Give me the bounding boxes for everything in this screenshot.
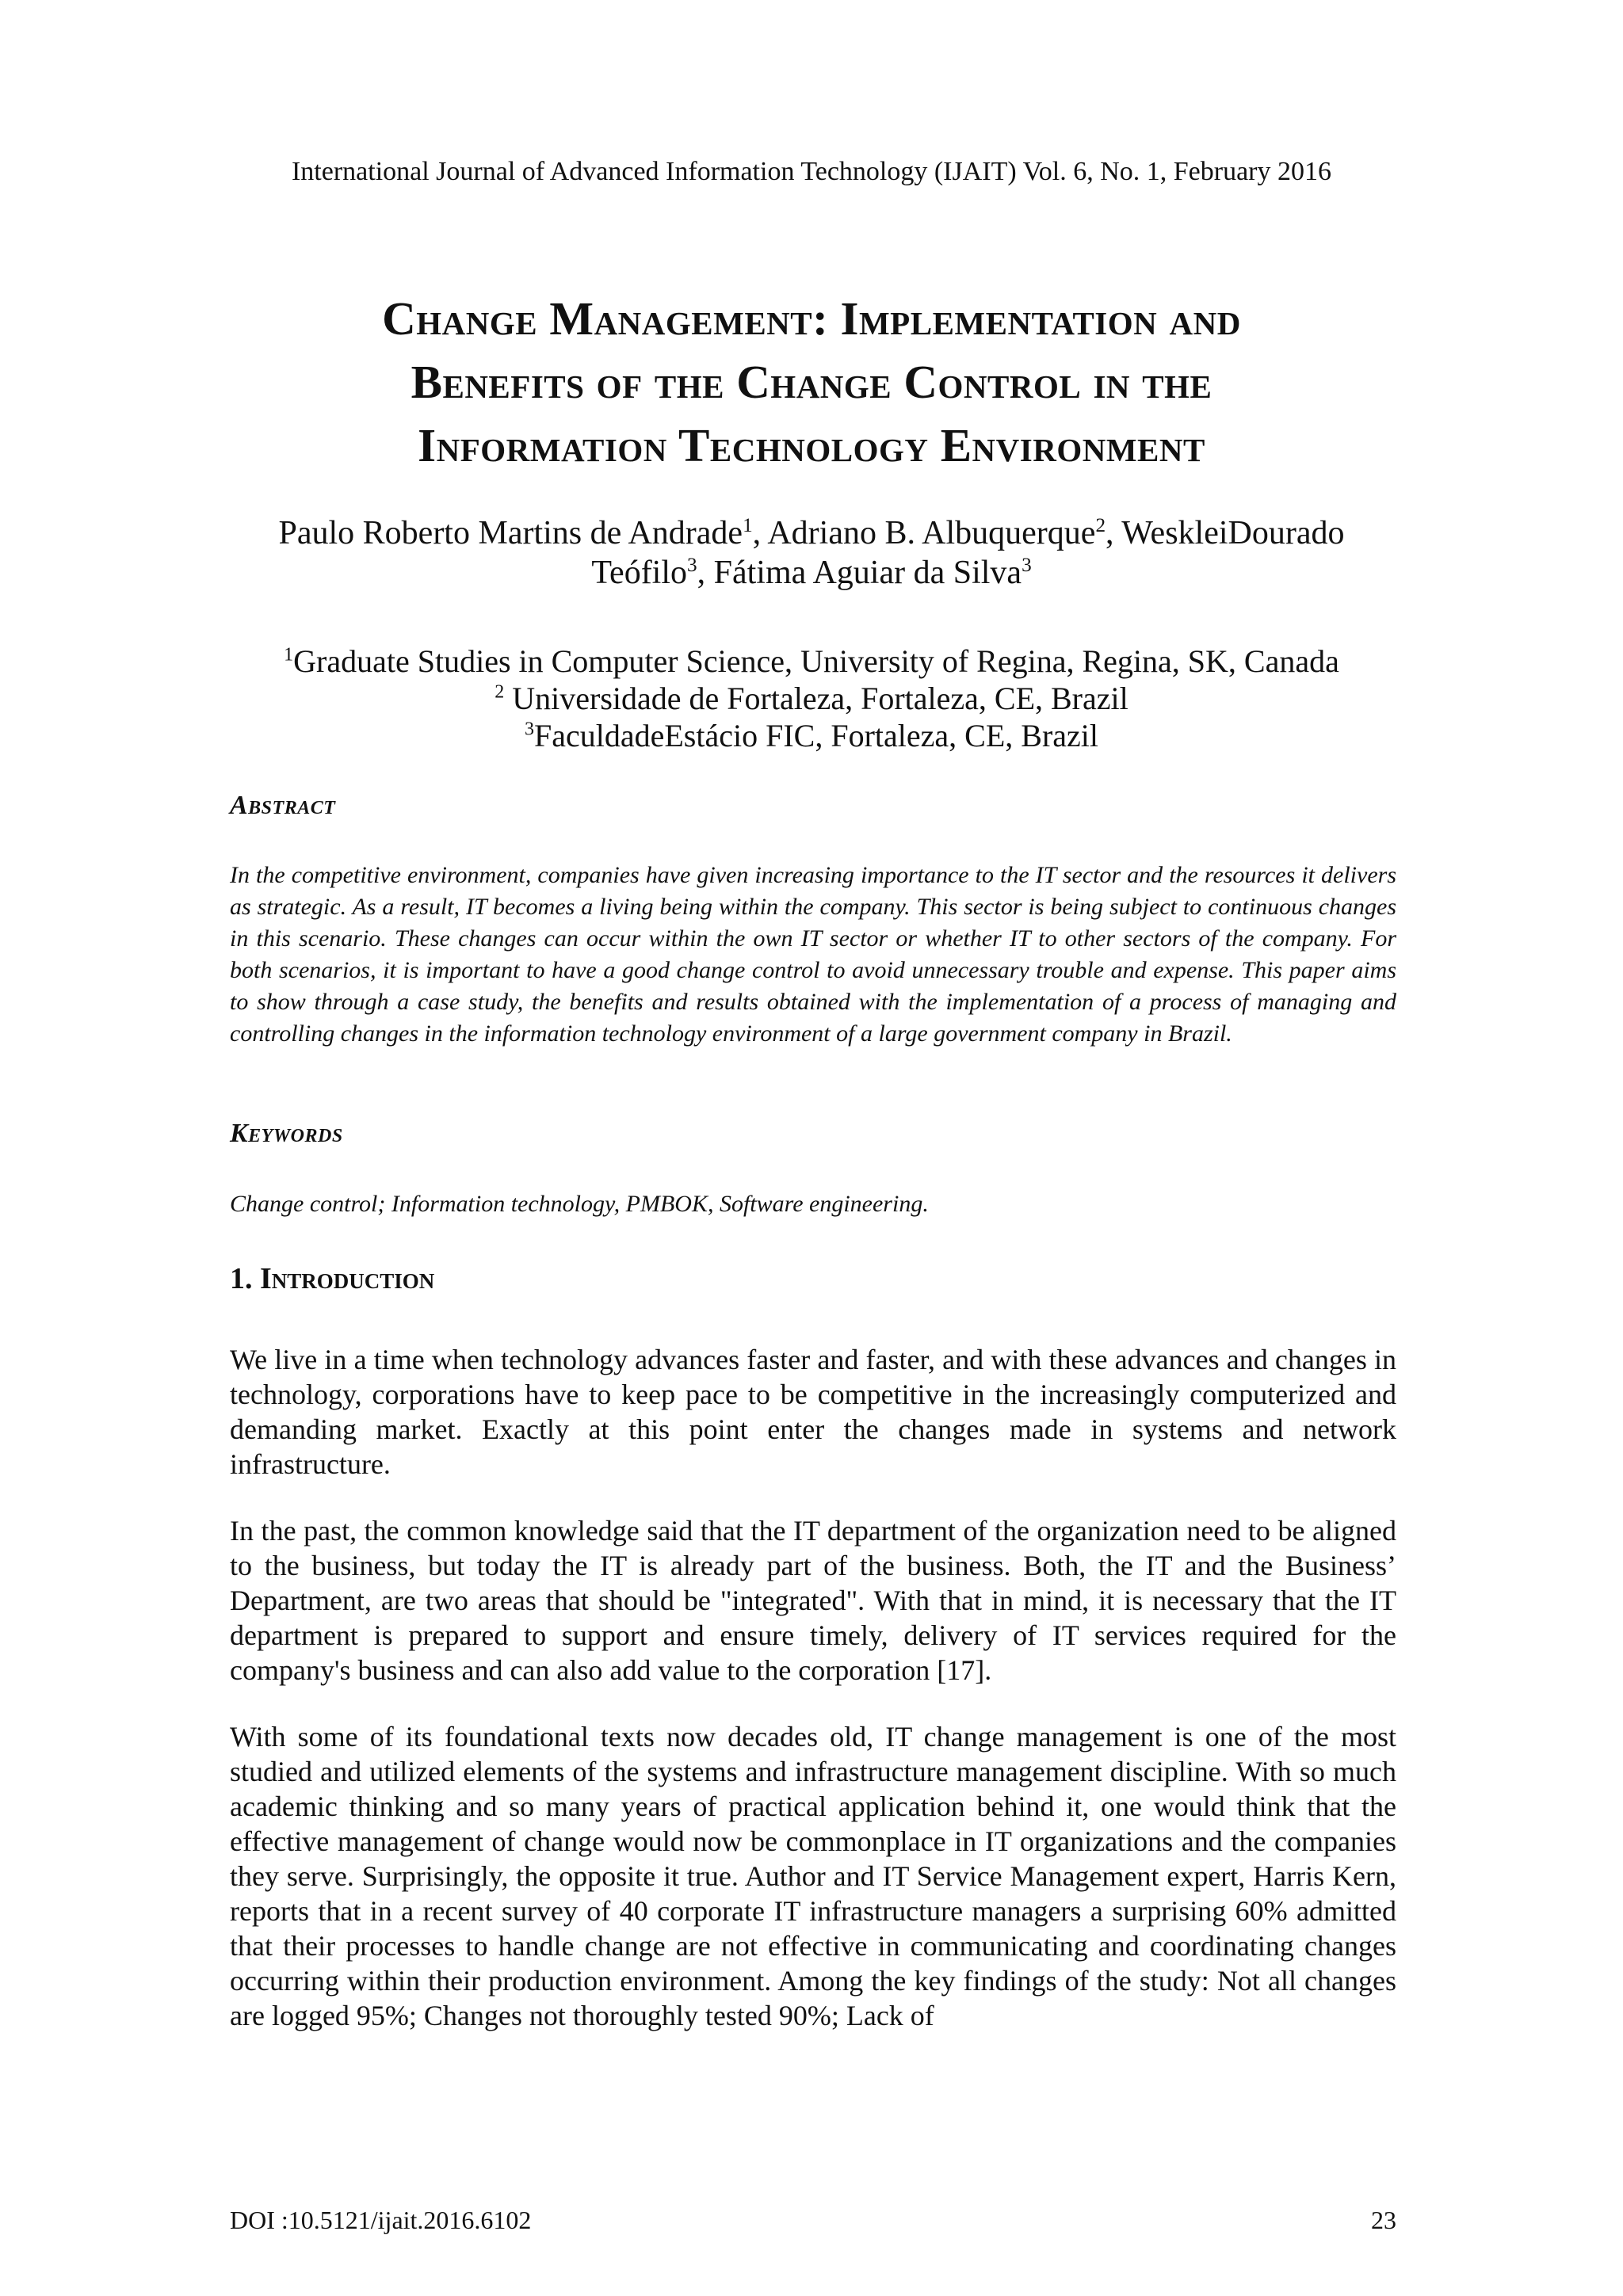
- keywords-text: Change control; Information technology, PMBOK, Software engineering.: [230, 1191, 929, 1217]
- abstract-heading: Abstract: [230, 791, 336, 820]
- paper-title: [127, 287, 1496, 478]
- affiliation-marker: 2: [1095, 515, 1106, 536]
- affiliation-list: [127, 643, 1496, 754]
- affiliation-text: Universidade de Fortaleza, Fortaleza, CE, Brazil: [504, 680, 1128, 716]
- introduction-paragraph: In the past, the common knowledge said that the IT department of the organization need to be aligned to the business, but today the IT is already part of the business. Both, the IT and the Business’ Department, are two areas that should be "integrated". With that in mind, it is necessary that the IT department is prepared to support and ensure timely, delivery of IT services required for the company's business and can also add value to the corporation [17].: [230, 1515, 1396, 1686]
- page-number: 23: [1371, 2206, 1396, 2234]
- author-name: Paulo Roberto Martins de Andrade: [278, 515, 743, 551]
- title-line: Information Technology Environment: [418, 419, 1205, 472]
- introduction-paragraph: We live in a time when technology advances faster and faster, and with these advances and changes in technology, corporations have to keep pace to be competitive in the increasingly computerized and demanding market. Exactly at this point enter the changes made in systems and network infrastructure.: [230, 1344, 1396, 1480]
- affiliation-marker: 2: [495, 681, 505, 703]
- affiliation: [127, 681, 1496, 718]
- affiliation-text: Graduate Studies in Computer Science, University of Regina, Regina, SK, Canada: [293, 643, 1339, 679]
- keywords-heading: Keywords: [230, 1119, 343, 1148]
- affiliation-marker: 3: [687, 555, 697, 577]
- introduction-paragraph: With some of its foundational texts now decades old, IT change management is one of the most studied and utilized elements of the systems and infrastructure management discipline. With so much academic thinking and so many years of practical application behind it, one would think that the effective management of change would now be commonplace in IT organizations and the companies they serve. Surprisingly, the opposite it true. Author and IT Service Management expert, Harris Kern, reports that in a recent survey of 40 corporate IT infrastructure managers a surprising 60% admitted that their processes to handle change are not effective in communicating and coordinating changes occurring within their production environment. Among the key findings of the study: Not all changes are logged 95%; Changes not thoroughly tested 90%; Lack of: [230, 1721, 1396, 2031]
- affiliation: [127, 643, 1496, 681]
- affiliation-marker: 3: [1022, 555, 1032, 577]
- affiliation-text: FaculdadeEstácio FIC, Fortaleza, CE, Brazil: [533, 717, 1098, 753]
- journal-running-header: International Journal of Advanced Information Technology (IJAIT) Vol. 6, No. 1, February 2016: [291, 157, 1331, 186]
- author-name: , WeskleiDourado: [1106, 515, 1345, 551]
- abstract-text: In the competitive environment, companies have given increasing importance to the IT sector and the resources it delivers as strategic. As a result, IT becomes a living being within the company. This sector is being subject to continuous changes in this scenario. These changes can occur within the own IT sector or whether IT to other sectors of the company. For both scenarios, it is important to have a good change control to avoid unnecessary trouble and expense. This paper aims to show through a case study, the benefits and results obtained with the implementation of a process of managing and controlling changes in the information technology environment of a large government company in Brazil.: [230, 862, 1396, 1047]
- title-line: Change Management: Implementation and: [382, 292, 1241, 345]
- affiliation-marker: 1: [743, 515, 753, 536]
- introduction-heading: 1. Introduction: [230, 1262, 435, 1295]
- author-name: , Adriano B. Albuquerque: [752, 515, 1096, 551]
- affiliation-marker: 1: [284, 644, 294, 666]
- author-name: Teófilo: [591, 555, 688, 592]
- doi-text: DOI :10.5121/ijait.2016.6102: [230, 2206, 532, 2234]
- page-footer: [230, 2206, 1396, 2235]
- affiliation-marker: 3: [524, 719, 534, 740]
- affiliation: [127, 718, 1496, 755]
- author-list: [127, 513, 1496, 593]
- author-name: , Fátima Aguiar da Silva: [697, 555, 1022, 592]
- author-line: [127, 513, 1496, 553]
- title-line: Benefits of the Change Control in the: [411, 356, 1212, 409]
- author-line: [127, 553, 1496, 593]
